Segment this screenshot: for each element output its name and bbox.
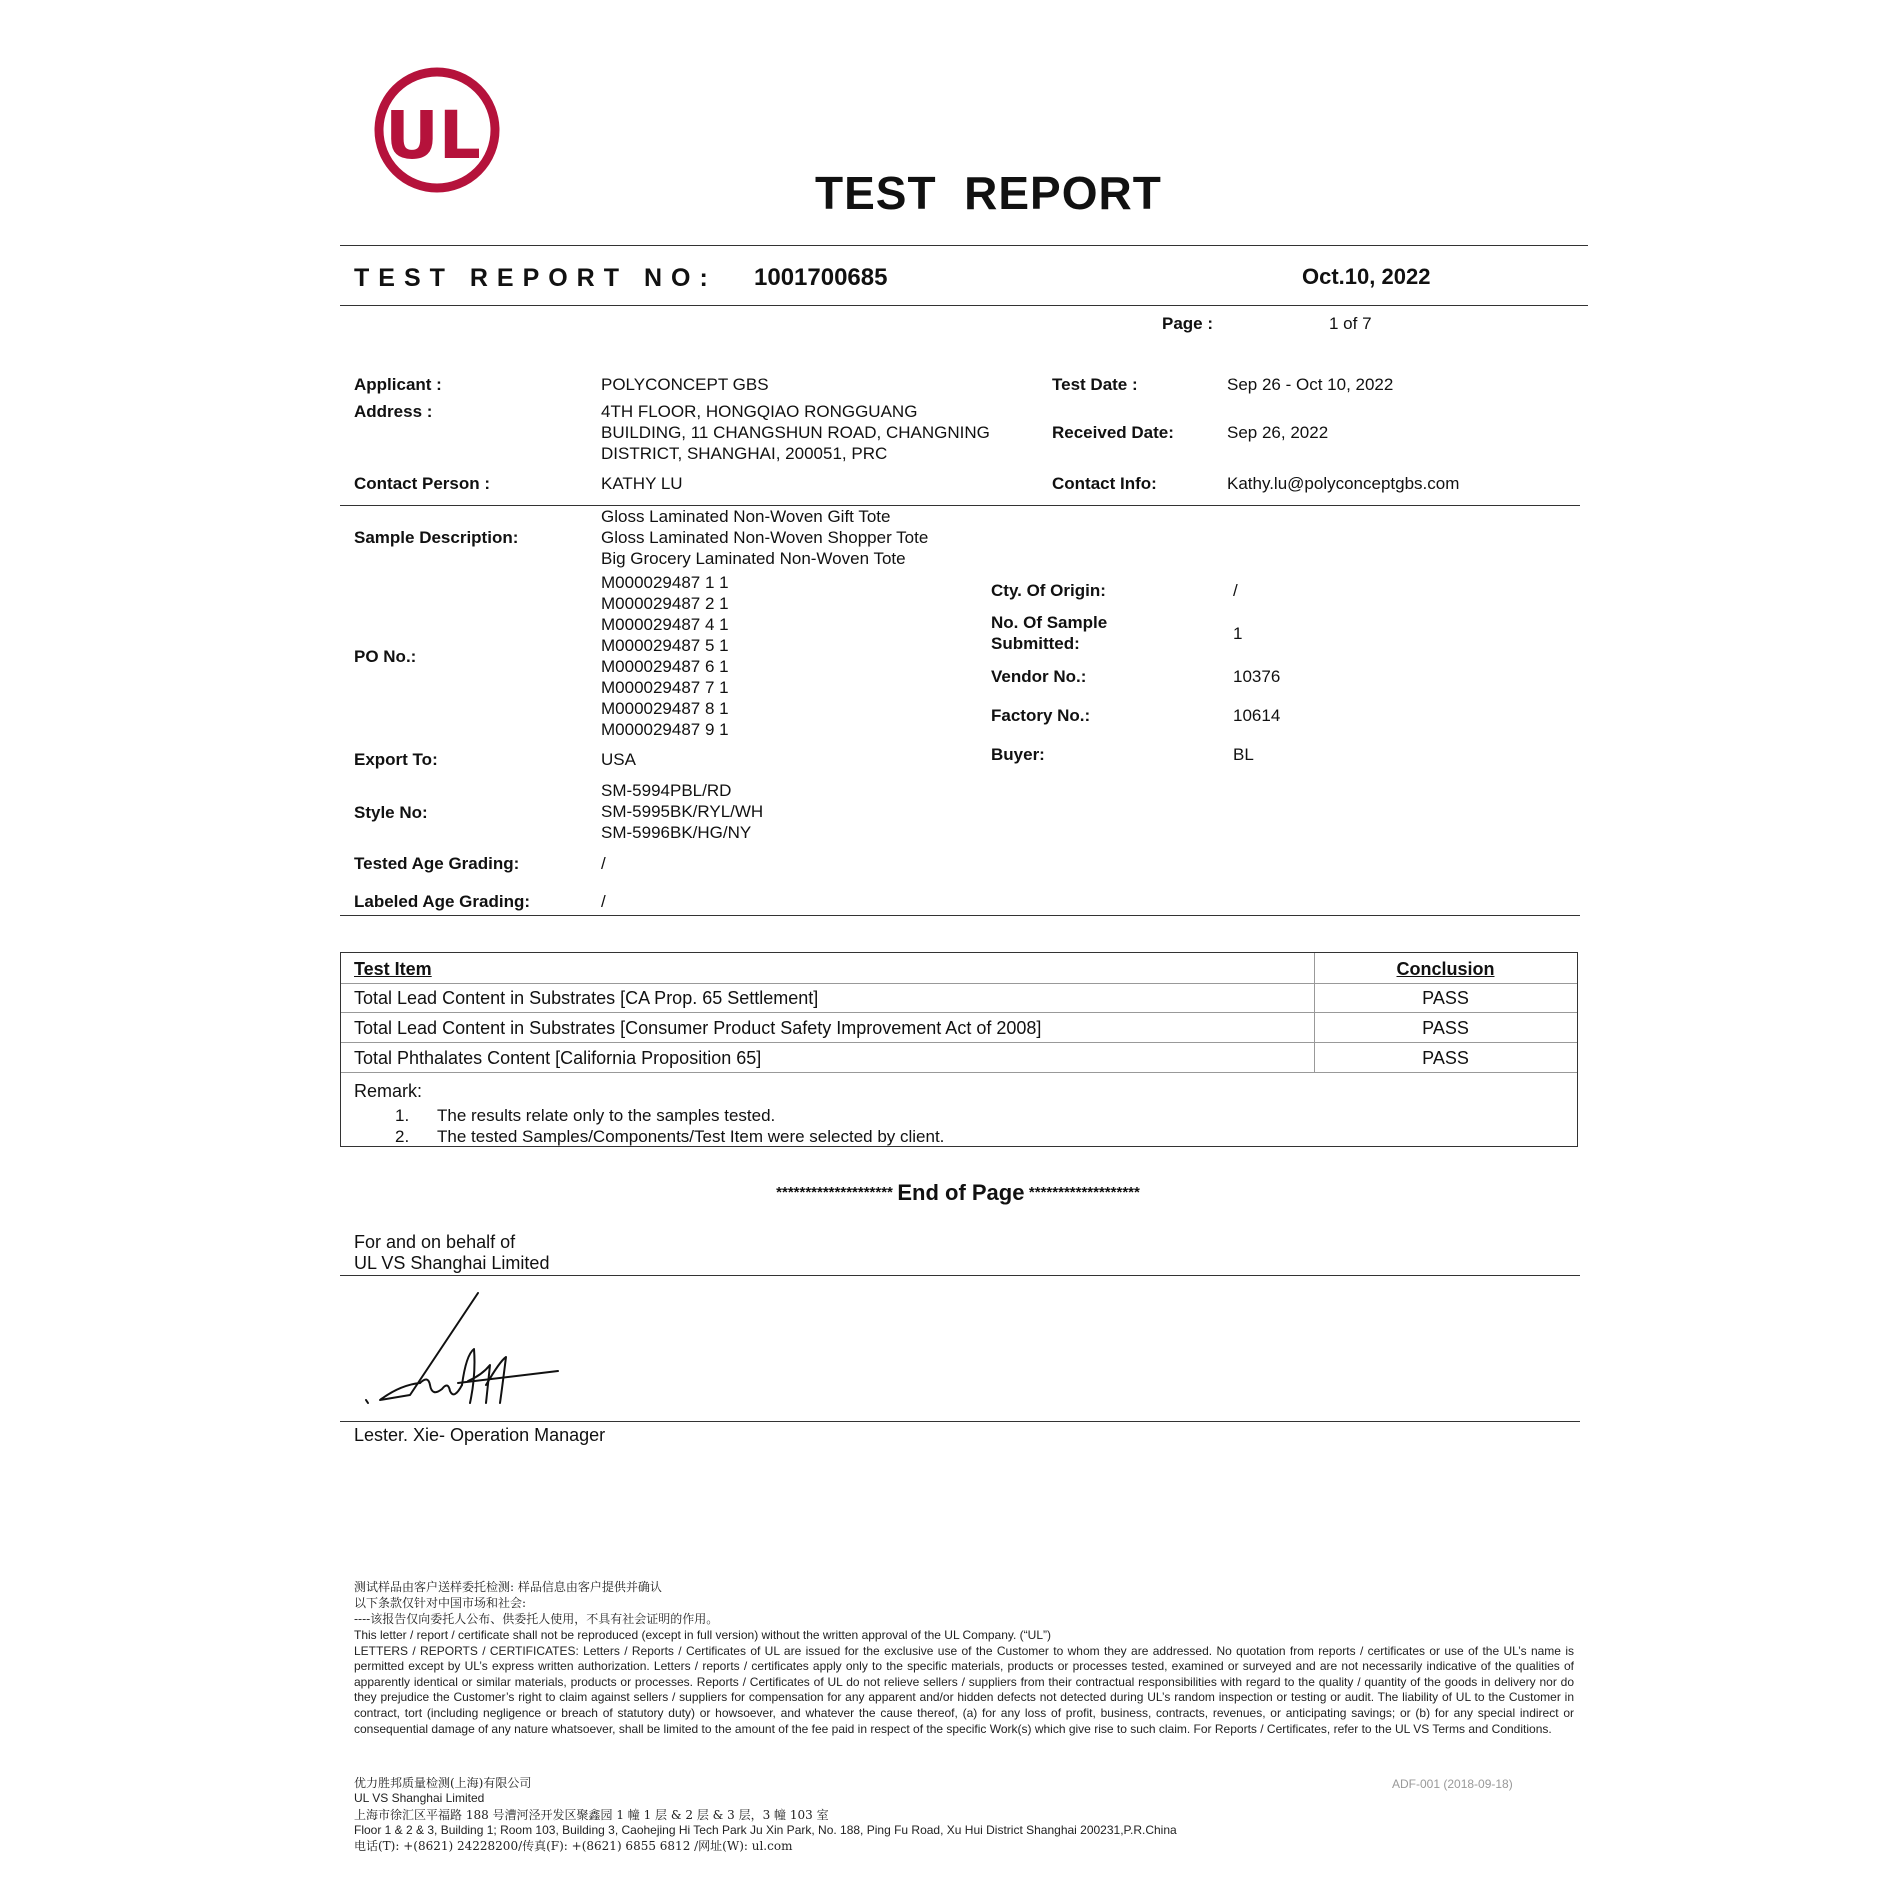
po-number: M000029487 6 1	[601, 657, 729, 676]
end-of-page-stars: ********************	[776, 1184, 893, 1201]
footer-company	[354, 1775, 1574, 1854]
received-date-label: Received Date:	[1052, 423, 1174, 442]
test-item: Total Lead Content in Substrates [Consumer Product Safety Improvement Act of 2008]	[354, 1018, 1042, 1038]
sample-description	[601, 506, 928, 569]
po-number-list	[601, 572, 729, 740]
style-number: SM-5994PBL/RD	[601, 781, 732, 800]
po-number: M000029487 7 1	[601, 678, 729, 697]
company-address-en: Floor 1 & 2 & 3, Building 1; Room 103, Building 3, Caohejing Hi Tech Park Ju Xin Park, No. 188, Ping Fu Road, Xu Hui District Shanghai 200231,P.R.China	[354, 1822, 1177, 1837]
divider	[340, 915, 1580, 916]
remark-text: The tested Samples/Components/Test Item were selected by client.	[437, 1127, 945, 1146]
export-to-value: USA	[601, 750, 636, 769]
signoff-line: For and on behalf of	[354, 1232, 516, 1252]
column-header-conclusion: Conclusion	[1396, 959, 1495, 979]
footer-cn-line: 以下条款仅针对中国市场和社会:	[354, 1596, 527, 1610]
tested-age-grading-label: Tested Age Grading:	[354, 854, 520, 873]
buyer-label: Buyer:	[991, 745, 1045, 764]
report-number: 1001700685	[754, 264, 888, 291]
contact-info-value: Kathy.lu@polyconceptgbs.com	[1227, 474, 1460, 493]
company-name-en: UL VS Shanghai Limited	[354, 1791, 485, 1805]
end-of-page-stars: *******************	[1028, 1184, 1140, 1201]
address-block	[601, 401, 990, 464]
remark-label: Remark:	[354, 1081, 423, 1101]
factory-number-label: Factory No.:	[991, 706, 1091, 725]
end-of-page-text: End of Page	[897, 1180, 1025, 1205]
sample-description-line: Gloss Laminated Non-Woven Gift Tote	[601, 507, 891, 526]
sample-count-label	[991, 612, 1107, 654]
sample-description-line: Big Grocery Laminated Non-Woven Tote	[601, 549, 906, 568]
table-row	[341, 1013, 1577, 1043]
ul-logo-text: UL	[385, 97, 481, 174]
sample-count-label-line: No. Of Sample	[991, 613, 1108, 632]
test-date-value: Sep 26 - Oct 10, 2022	[1227, 375, 1394, 394]
remark-number: 2.	[395, 1127, 410, 1146]
factory-number-value: 10614	[1233, 706, 1281, 725]
page-label: Page :	[1162, 314, 1214, 333]
table-row	[341, 983, 1577, 1013]
divider	[340, 305, 1588, 306]
company-address-cn: 上海市徐汇区平福路 188 号漕河泾开发区聚鑫园 1 幢 1 层 & 2 层 & 3 层，3 幢 103 室	[354, 1807, 829, 1822]
style-number: SM-5996BK/HG/NY	[601, 823, 752, 842]
contact-person-value: KATHY LU	[601, 474, 683, 493]
po-number: M000029487 5 1	[601, 636, 729, 655]
conclusion: PASS	[1422, 1048, 1469, 1068]
signer-name-title: Lester. Xie- Operation Manager	[354, 1425, 606, 1445]
results-table	[340, 952, 1578, 1147]
divider	[340, 245, 1588, 246]
divider	[340, 1421, 1580, 1422]
address-line: BUILDING, 11 CHANGSHUN ROAD, CHANGNING	[601, 423, 990, 442]
ul-logo-mark	[373, 66, 501, 194]
report-date: Oct.10, 2022	[1302, 264, 1431, 289]
test-item: Total Lead Content in Substrates [CA Prop. 65 Settlement]	[354, 988, 819, 1008]
footer-cn-line: 测试样品由客户送样委托检测: 样品信息由客户提供并确认	[354, 1580, 662, 1594]
remark-number: 1.	[395, 1106, 410, 1125]
footer-reproduction-notice: This letter / report / certificate shall not be reproduced (except in full version) without the written approval of the UL Company. (“UL”)	[354, 1628, 1051, 1642]
contact-person-label: Contact Person :	[354, 474, 491, 493]
po-number: M000029487 1 1	[601, 573, 729, 592]
export-to-label: Export To:	[354, 750, 438, 769]
received-date-value: Sep 26, 2022	[1227, 423, 1329, 442]
address-line: DISTRICT, SHANGHAI, 200051, PRC	[601, 444, 888, 463]
signoff-line: UL VS Shanghai Limited	[354, 1253, 550, 1273]
company-contact: 电话(T): +(8621) 24228200/传真(F): +(8621) 6855 6812 /网址(W): ul.com	[354, 1839, 793, 1854]
country-of-origin-label: Cty. Of Origin:	[991, 581, 1106, 600]
page-number: 1 of 7	[1329, 314, 1372, 333]
tested-age-grading-value: /	[601, 854, 606, 873]
po-number: M000029487 8 1	[601, 699, 729, 718]
address-label: Address :	[354, 402, 433, 421]
sample-description-label: Sample Description:	[354, 528, 519, 547]
country-of-origin-value: /	[1233, 581, 1238, 600]
style-number-list	[601, 780, 763, 843]
buyer-value: BL	[1233, 745, 1254, 764]
applicant-label: Applicant :	[354, 375, 442, 394]
po-number-label: PO No.:	[354, 647, 417, 666]
po-number: M000029487 9 1	[601, 720, 729, 739]
signature	[350, 1285, 570, 1420]
po-number: M000029487 2 1	[601, 594, 729, 613]
remark-item	[395, 1127, 944, 1148]
signature-graphic	[350, 1285, 570, 1415]
test-item: Total Phthalates Content [California Proposition 65]	[354, 1048, 762, 1068]
vendor-number-value: 10376	[1233, 667, 1281, 686]
company-name-cn: 优力胜邦质量检测(上海)有限公司	[354, 1776, 532, 1790]
labeled-age-grading-label: Labeled Age Grading:	[354, 892, 531, 911]
signoff-entity	[354, 1232, 549, 1274]
document-title: TEST REPORT	[815, 167, 1162, 219]
address-line: 4TH FLOOR, HONGQIAO RONGGUANG	[601, 402, 918, 421]
contact-info-label: Contact Info:	[1052, 474, 1157, 493]
sample-description-line: Gloss Laminated Non-Woven Shopper Tote	[601, 528, 929, 547]
divider	[340, 1275, 1580, 1276]
sample-count-value: 1	[1233, 624, 1243, 643]
labeled-age-grading-value: /	[601, 892, 606, 911]
test-date-label: Test Date :	[1052, 375, 1138, 394]
conclusion: PASS	[1422, 1018, 1469, 1038]
applicant-value: POLYCONCEPT GBS	[601, 375, 769, 394]
remark-item	[395, 1106, 944, 1127]
style-number-label: Style No:	[354, 803, 428, 822]
conclusion: PASS	[1422, 988, 1469, 1008]
vendor-number-label: Vendor No.:	[991, 667, 1087, 686]
divider	[340, 505, 1580, 506]
style-number: SM-5995BK/RYL/WH	[601, 802, 764, 821]
table-row	[341, 1043, 1577, 1073]
form-code: ADF-001 (2018-09-18)	[1392, 1777, 1513, 1791]
report-number-label: TEST REPORT NO:	[354, 264, 717, 292]
table-header-row	[341, 953, 1577, 984]
remark-text: The results relate only to the samples tested.	[437, 1106, 776, 1125]
end-of-page-marker	[340, 1180, 1576, 1206]
footer-disclaimer	[354, 1579, 1574, 1737]
footer-terms: LETTERS / REPORTS / CERTIFICATES: Letters / Reports / Certificates of UL are issued for the exclusive use of the Customer to whom they are addressed. No quotation from reports / certificates or use of the UL’s name is permitted except by UL’s express written authorization. Letters / reports / certificates apply only to the specific materials, products or processes tested, examined or surveyed and are not necessarily indicative of the qualities of apparently identical or similar materials, products or processes. Reports / Certificates of UL do not relieve sellers / suppliers from their contractual responsibilities with regard to the quality / quantity of the goods in delivery nor do they prejudice the Customer’s right to claim against sellers / suppliers for compensation for any apparent and/or hidden defects not detected during UL’s random inspection or testing or audit. The liability of UL to the Customer in contract, tort (including negligence or breach of statutory duty) or howsoever, and whatever the cause thereof, (a) for any loss of profit, business, contracts, revenues, or anticipating savings; or (b) for any special indirect or consequential damage of any nature whatsoever, shall be limited to the amount of the fee paid in respect of the specific Work(s) which give rise to such claim. For Reports / Certificates, refer to the UL VS Terms and Conditions.	[354, 1643, 1574, 1736]
ul-logo	[373, 66, 501, 194]
footer-cn-line: ----该报告仅向委托人公布、供委托人使用，不具有社会证明的作用。	[354, 1612, 719, 1626]
sample-count-label-line: Submitted:	[991, 634, 1080, 653]
remark-list	[395, 1106, 944, 1148]
column-header-test-item: Test Item	[354, 959, 432, 979]
po-number: M000029487 4 1	[601, 615, 729, 634]
